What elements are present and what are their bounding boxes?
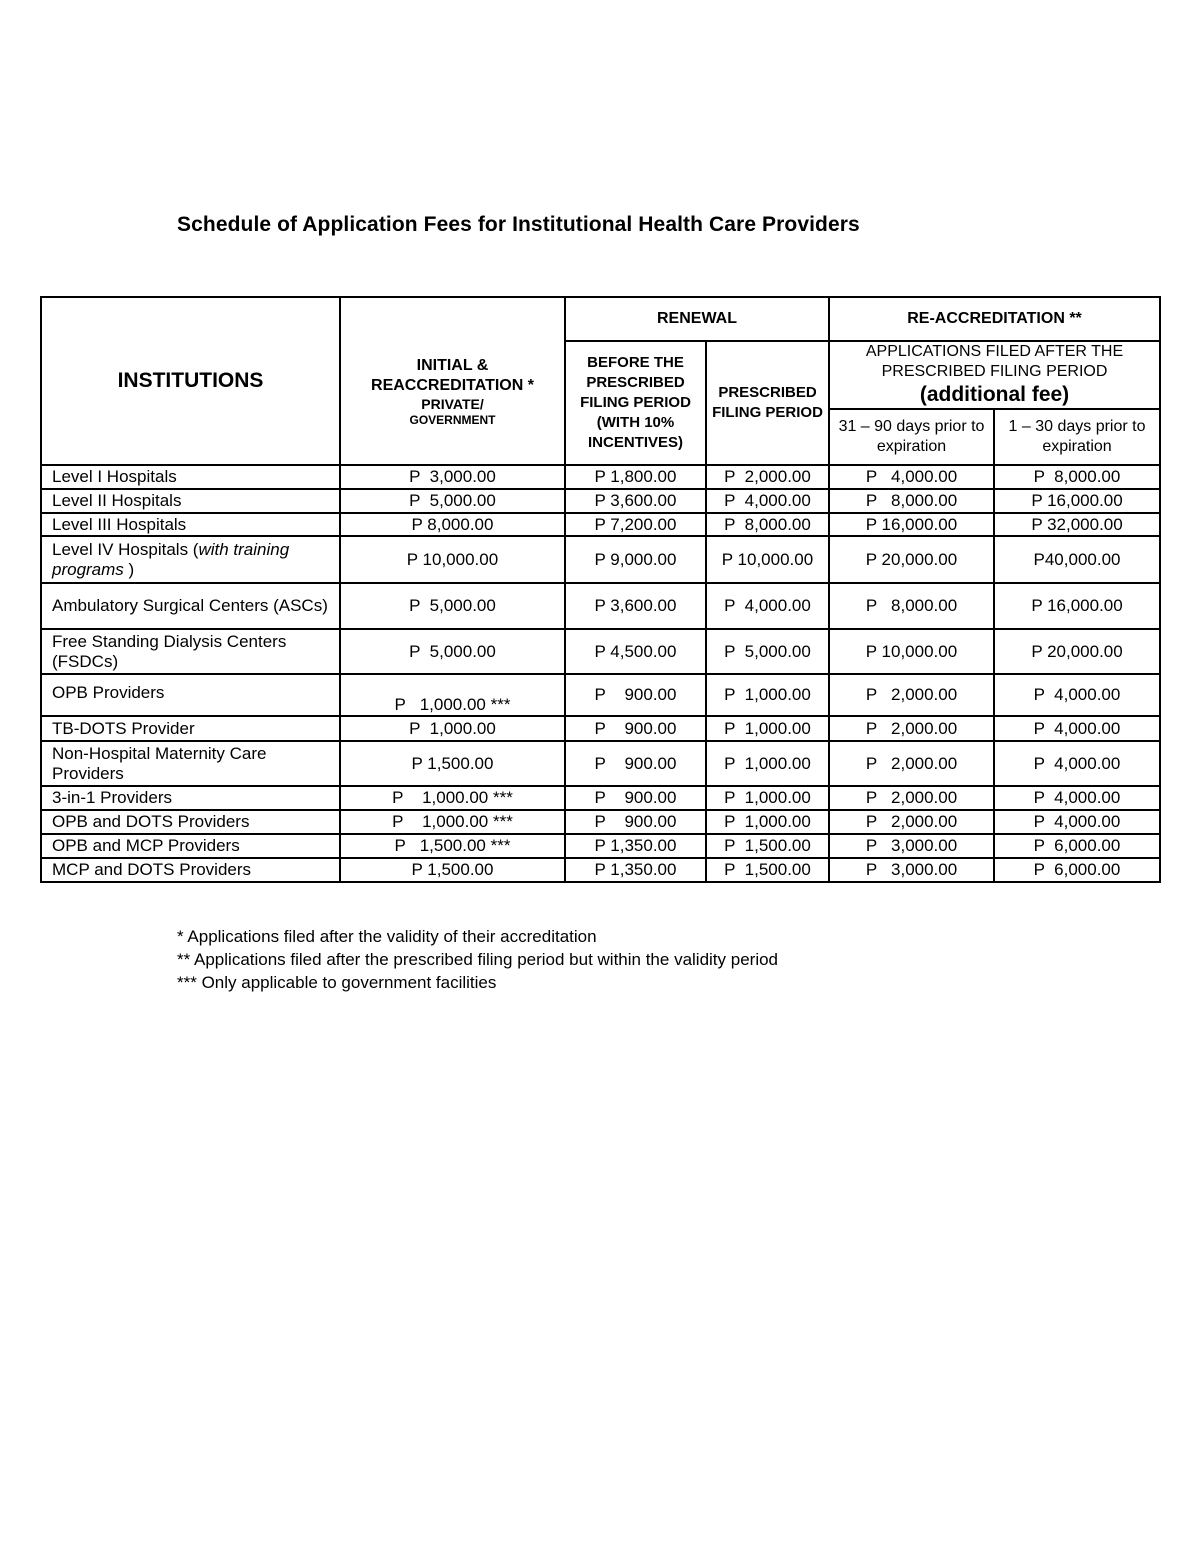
fees-table — [40, 296, 1161, 883]
institution-name: Free Standing Dialysis Centers (FSDCs) — [41, 629, 340, 674]
initial-fee: P 3,000.00 — [340, 465, 565, 489]
table-row — [41, 716, 1160, 741]
prescribed-period-fee: P 1,500.00 — [706, 834, 829, 858]
institution-name-suffix: ) — [123, 559, 135, 579]
before-period-fee: P 900.00 — [565, 674, 706, 716]
fee-31-90-days: P 4,000.00 — [829, 465, 994, 489]
table-row — [41, 629, 1160, 674]
institution-name: OPB Providers — [41, 674, 340, 716]
prescribed-period-fee: P 4,000.00 — [706, 583, 829, 629]
prescribed-period-fee: P 10,000.00 — [706, 536, 829, 583]
additional-fee-label: (additional fee) — [919, 383, 1070, 406]
footnote: * Applications filed after the validity of their accreditation — [177, 927, 597, 946]
institution-name-italic: with training programs — [52, 539, 290, 579]
prescribed-period-fee: P 1,000.00 — [706, 786, 829, 810]
institution-name: Level I Hospitals — [41, 465, 340, 489]
table-row — [41, 513, 1160, 536]
table-row — [41, 489, 1160, 513]
institution-name: OPB and DOTS Providers — [41, 810, 340, 834]
prescribed-period-fee: P 2,000.00 — [706, 465, 829, 489]
table-row — [41, 834, 1160, 858]
initial-fee: P 10,000.00 — [340, 536, 565, 583]
fee-1-30-days: P 32,000.00 — [994, 513, 1160, 536]
fee-31-90-days: P 8,000.00 — [829, 583, 994, 629]
fee-31-90-days: P 2,000.00 — [829, 786, 994, 810]
institution-name: 3-in-1 Providers — [41, 786, 340, 810]
fee-31-90-days: P 2,000.00 — [829, 674, 994, 716]
fee-31-90-days: P 2,000.00 — [829, 741, 994, 786]
institutions-header: INSTITUTIONS — [41, 297, 340, 465]
before-period-fee: P 1,800.00 — [565, 465, 706, 489]
before-period-fee: P 1,350.00 — [565, 834, 706, 858]
institution-name — [41, 536, 340, 583]
initial-fee: P 1,000.00 — [340, 716, 565, 741]
institution-name: MCP and DOTS Providers — [41, 858, 340, 882]
institution-name-text: Level IV Hospitals ( — [52, 539, 199, 559]
fee-1-30-days: P 4,000.00 — [994, 786, 1160, 810]
institution-name: TB-DOTS Provider — [41, 716, 340, 741]
before-period-header: BEFORE THE PRESCRIBED FILING PERIOD (WITH 10% INCENTIVES) — [565, 341, 706, 465]
prescribed-period-fee: P 8,000.00 — [706, 513, 829, 536]
prescribed-period-fee: P 4,000.00 — [706, 489, 829, 513]
days-31-90-header: 31 – 90 days prior to expiration — [829, 409, 994, 465]
applications-filed-text: APPLICATIONS FILED AFTER THE PRESCRIBED FILING PERIOD — [865, 343, 1124, 380]
footnote: *** Only applicable to government facilities — [177, 973, 497, 992]
fee-31-90-days: P 2,000.00 — [829, 810, 994, 834]
initial-header-line2: REACCREDITATION * — [371, 377, 534, 394]
prescribed-period-fee: P 5,000.00 — [706, 629, 829, 674]
before-period-fee: P 7,200.00 — [565, 513, 706, 536]
table-row — [41, 741, 1160, 786]
initial-fee: P 5,000.00 — [340, 489, 565, 513]
before-period-fee: P 900.00 — [565, 786, 706, 810]
reaccreditation-header: RE-ACCREDITATION ** — [829, 297, 1160, 341]
table-row — [41, 465, 1160, 489]
prescribed-period-fee: P 1,000.00 — [706, 741, 829, 786]
before-period-fee: P 900.00 — [565, 810, 706, 834]
before-period-fee: P 9,000.00 — [565, 536, 706, 583]
table-row — [41, 858, 1160, 882]
initial-fee: P 1,000.00 *** — [340, 674, 565, 716]
fee-1-30-days: P 4,000.00 — [994, 674, 1160, 716]
fee-1-30-days: P 8,000.00 — [994, 465, 1160, 489]
initial-fee: P 1,000.00 *** — [340, 786, 565, 810]
page-title: Schedule of Application Fees for Institutional Health Care Providers — [177, 213, 860, 236]
fee-1-30-days: P40,000.00 — [994, 536, 1160, 583]
initial-header-line4: GOVERNMENT — [409, 413, 496, 427]
prescribed-period-header: PRESCRIBED FILING PERIOD — [706, 341, 829, 465]
footnote: ** Applications filed after the prescribed filing period but within the validity period — [177, 950, 779, 969]
fee-1-30-days: P 20,000.00 — [994, 629, 1160, 674]
fee-31-90-days: P 2,000.00 — [829, 716, 994, 741]
before-period-fee: P 1,350.00 — [565, 858, 706, 882]
initial-fee: P 1,500.00 — [340, 741, 565, 786]
institution-name: Non-Hospital Maternity Care Providers — [41, 741, 340, 786]
initial-fee: P 1,000.00 *** — [340, 810, 565, 834]
initial-fee: P 5,000.00 — [340, 629, 565, 674]
fee-31-90-days: P 8,000.00 — [829, 489, 994, 513]
prescribed-period-fee: P 1,500.00 — [706, 858, 829, 882]
before-period-fee: P 3,600.00 — [565, 583, 706, 629]
fee-31-90-days: P 16,000.00 — [829, 513, 994, 536]
initial-fee: P 8,000.00 — [340, 513, 565, 536]
initial-header-line1: INITIAL & — [416, 357, 489, 374]
initial-fee: P 1,500.00 — [340, 858, 565, 882]
initial-header-line3: PRIVATE/ — [421, 396, 484, 412]
prescribed-period-fee: P 1,000.00 — [706, 810, 829, 834]
fee-1-30-days: P 6,000.00 — [994, 858, 1160, 882]
institution-name: Ambulatory Surgical Centers (ASCs) — [41, 583, 340, 629]
table-row — [41, 674, 1160, 716]
renewal-header: RENEWAL — [565, 297, 829, 341]
footnotes — [177, 925, 778, 994]
table-row — [41, 583, 1160, 629]
fee-31-90-days: P 3,000.00 — [829, 834, 994, 858]
fee-31-90-days: P 20,000.00 — [829, 536, 994, 583]
fee-1-30-days: P 4,000.00 — [994, 810, 1160, 834]
before-period-fee: P 3,600.00 — [565, 489, 706, 513]
initial-fee: P 1,500.00 *** — [340, 834, 565, 858]
table-row — [41, 810, 1160, 834]
before-period-fee: P 900.00 — [565, 741, 706, 786]
prescribed-period-fee: P 1,000.00 — [706, 674, 829, 716]
institution-name: OPB and MCP Providers — [41, 834, 340, 858]
initial-header — [340, 297, 565, 465]
table-row — [41, 536, 1160, 583]
header-row-1 — [41, 297, 1160, 341]
applications-filed-header — [829, 341, 1160, 409]
fee-31-90-days: P 10,000.00 — [829, 629, 994, 674]
prescribed-period-fee: P 1,000.00 — [706, 716, 829, 741]
fee-1-30-days: P 6,000.00 — [994, 834, 1160, 858]
fee-1-30-days: P 16,000.00 — [994, 489, 1160, 513]
institution-name: Level II Hospitals — [41, 489, 340, 513]
fee-1-30-days: P 4,000.00 — [994, 741, 1160, 786]
table-row — [41, 786, 1160, 810]
days-1-30-header: 1 – 30 days prior to expiration — [994, 409, 1160, 465]
fee-1-30-days: P 16,000.00 — [994, 583, 1160, 629]
before-period-fee: P 900.00 — [565, 716, 706, 741]
before-period-fee: P 4,500.00 — [565, 629, 706, 674]
fee-31-90-days: P 3,000.00 — [829, 858, 994, 882]
institution-name: Level III Hospitals — [41, 513, 340, 536]
fee-1-30-days: P 4,000.00 — [994, 716, 1160, 741]
initial-fee: P 5,000.00 — [340, 583, 565, 629]
